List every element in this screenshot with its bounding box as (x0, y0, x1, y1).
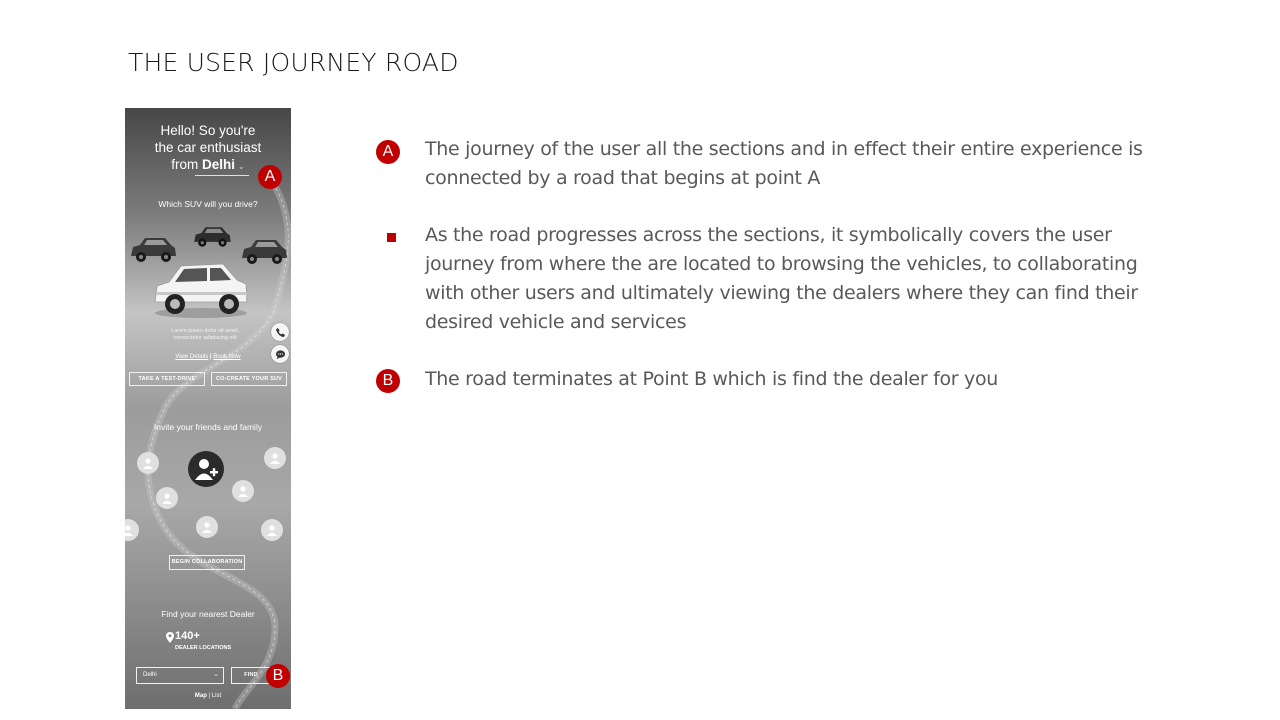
friend-avatar[interactable] (156, 487, 178, 509)
test-drive-button[interactable]: TAKE A TEST-DRIVE (129, 372, 205, 386)
friend-avatar[interactable] (232, 480, 254, 502)
bullet-marker-a: A (376, 140, 400, 164)
view-toggle (125, 693, 291, 699)
dealer-city-value: Delhi (143, 672, 157, 678)
dealer-count: 140+ (175, 630, 200, 642)
greeting-line-1: Hello! So you're (160, 123, 256, 138)
user-icon (125, 524, 134, 536)
add-friend-button[interactable] (188, 451, 224, 487)
user-icon (201, 521, 213, 533)
marker-b: B (266, 664, 290, 688)
bullet-marker-b: B (376, 369, 400, 393)
dealer-count-label: DEALER LOCATIONS (175, 645, 232, 651)
suv-featured[interactable] (151, 258, 251, 320)
view-separator: | (208, 693, 211, 699)
bullet-marker-square (387, 233, 396, 242)
list-view-link[interactable]: List (211, 693, 222, 699)
city-underline (195, 175, 249, 176)
bullet-text-2: As the road progresses across the sections, it symbolically covers the user journey from where the are located to browsing the vehicles, to collaborating with other users and ultimately viewing the dealers where they can find their desired vehicle and services (425, 224, 1138, 333)
bullet-text-3: The road terminates at Point B which is find the dealer for you (425, 368, 999, 390)
greeting-line-2: the car enthusiast (154, 140, 262, 155)
book-now-link[interactable]: Book Now (213, 354, 241, 360)
chevron-down-icon[interactable]: ⌄ (238, 162, 245, 171)
city-selector[interactable]: Delhi (202, 157, 236, 172)
friend-avatar[interactable] (261, 519, 283, 541)
invite-heading: Invite your friends and family (153, 422, 263, 432)
bullet-text-1: The journey of the user all the sections and in effect their entire experience is connected by a road that begins at point A (425, 138, 1143, 189)
find-button[interactable]: FIND (231, 667, 271, 684)
lorem-description (145, 328, 265, 342)
begin-collaboration-button[interactable]: BEGIN COLLABORATION (169, 555, 245, 570)
greeting-from: from (171, 157, 199, 172)
friend-avatar[interactable] (196, 516, 218, 538)
friend-avatar[interactable] (137, 452, 159, 474)
location-pin-icon (166, 632, 174, 643)
user-icon (269, 452, 281, 464)
link-separator: | (209, 354, 212, 360)
dealer-heading: Find your nearest Dealer (161, 609, 255, 619)
phone-icon (275, 327, 286, 338)
add-user-icon (193, 456, 219, 482)
user-icon (237, 485, 249, 497)
map-view-link[interactable]: Map (194, 693, 207, 699)
slide-title: THE USER JOURNEY ROAD (128, 48, 459, 77)
dealer-city-select[interactable] (136, 667, 224, 684)
suv-thumbnail-2[interactable] (191, 224, 233, 250)
user-icon (142, 457, 154, 469)
lorem-line-1: Lorem ipsum dolor sit amet, (171, 328, 239, 334)
view-details-link[interactable]: View Details (175, 354, 209, 360)
suv-question: Which SUV will you drive? (158, 199, 258, 209)
user-icon (161, 492, 173, 504)
phone-mockup (125, 108, 291, 709)
car-links (125, 354, 291, 360)
lorem-line-2: consectetur adipiscing elit (173, 335, 237, 341)
friend-avatar[interactable] (264, 447, 286, 469)
chevron-down-icon: ⌄ (213, 671, 219, 678)
user-icon (266, 524, 278, 536)
marker-a: A (258, 165, 282, 189)
call-button[interactable] (271, 323, 289, 341)
co-create-button[interactable]: CO-CREATE YOUR SUV (211, 372, 287, 386)
